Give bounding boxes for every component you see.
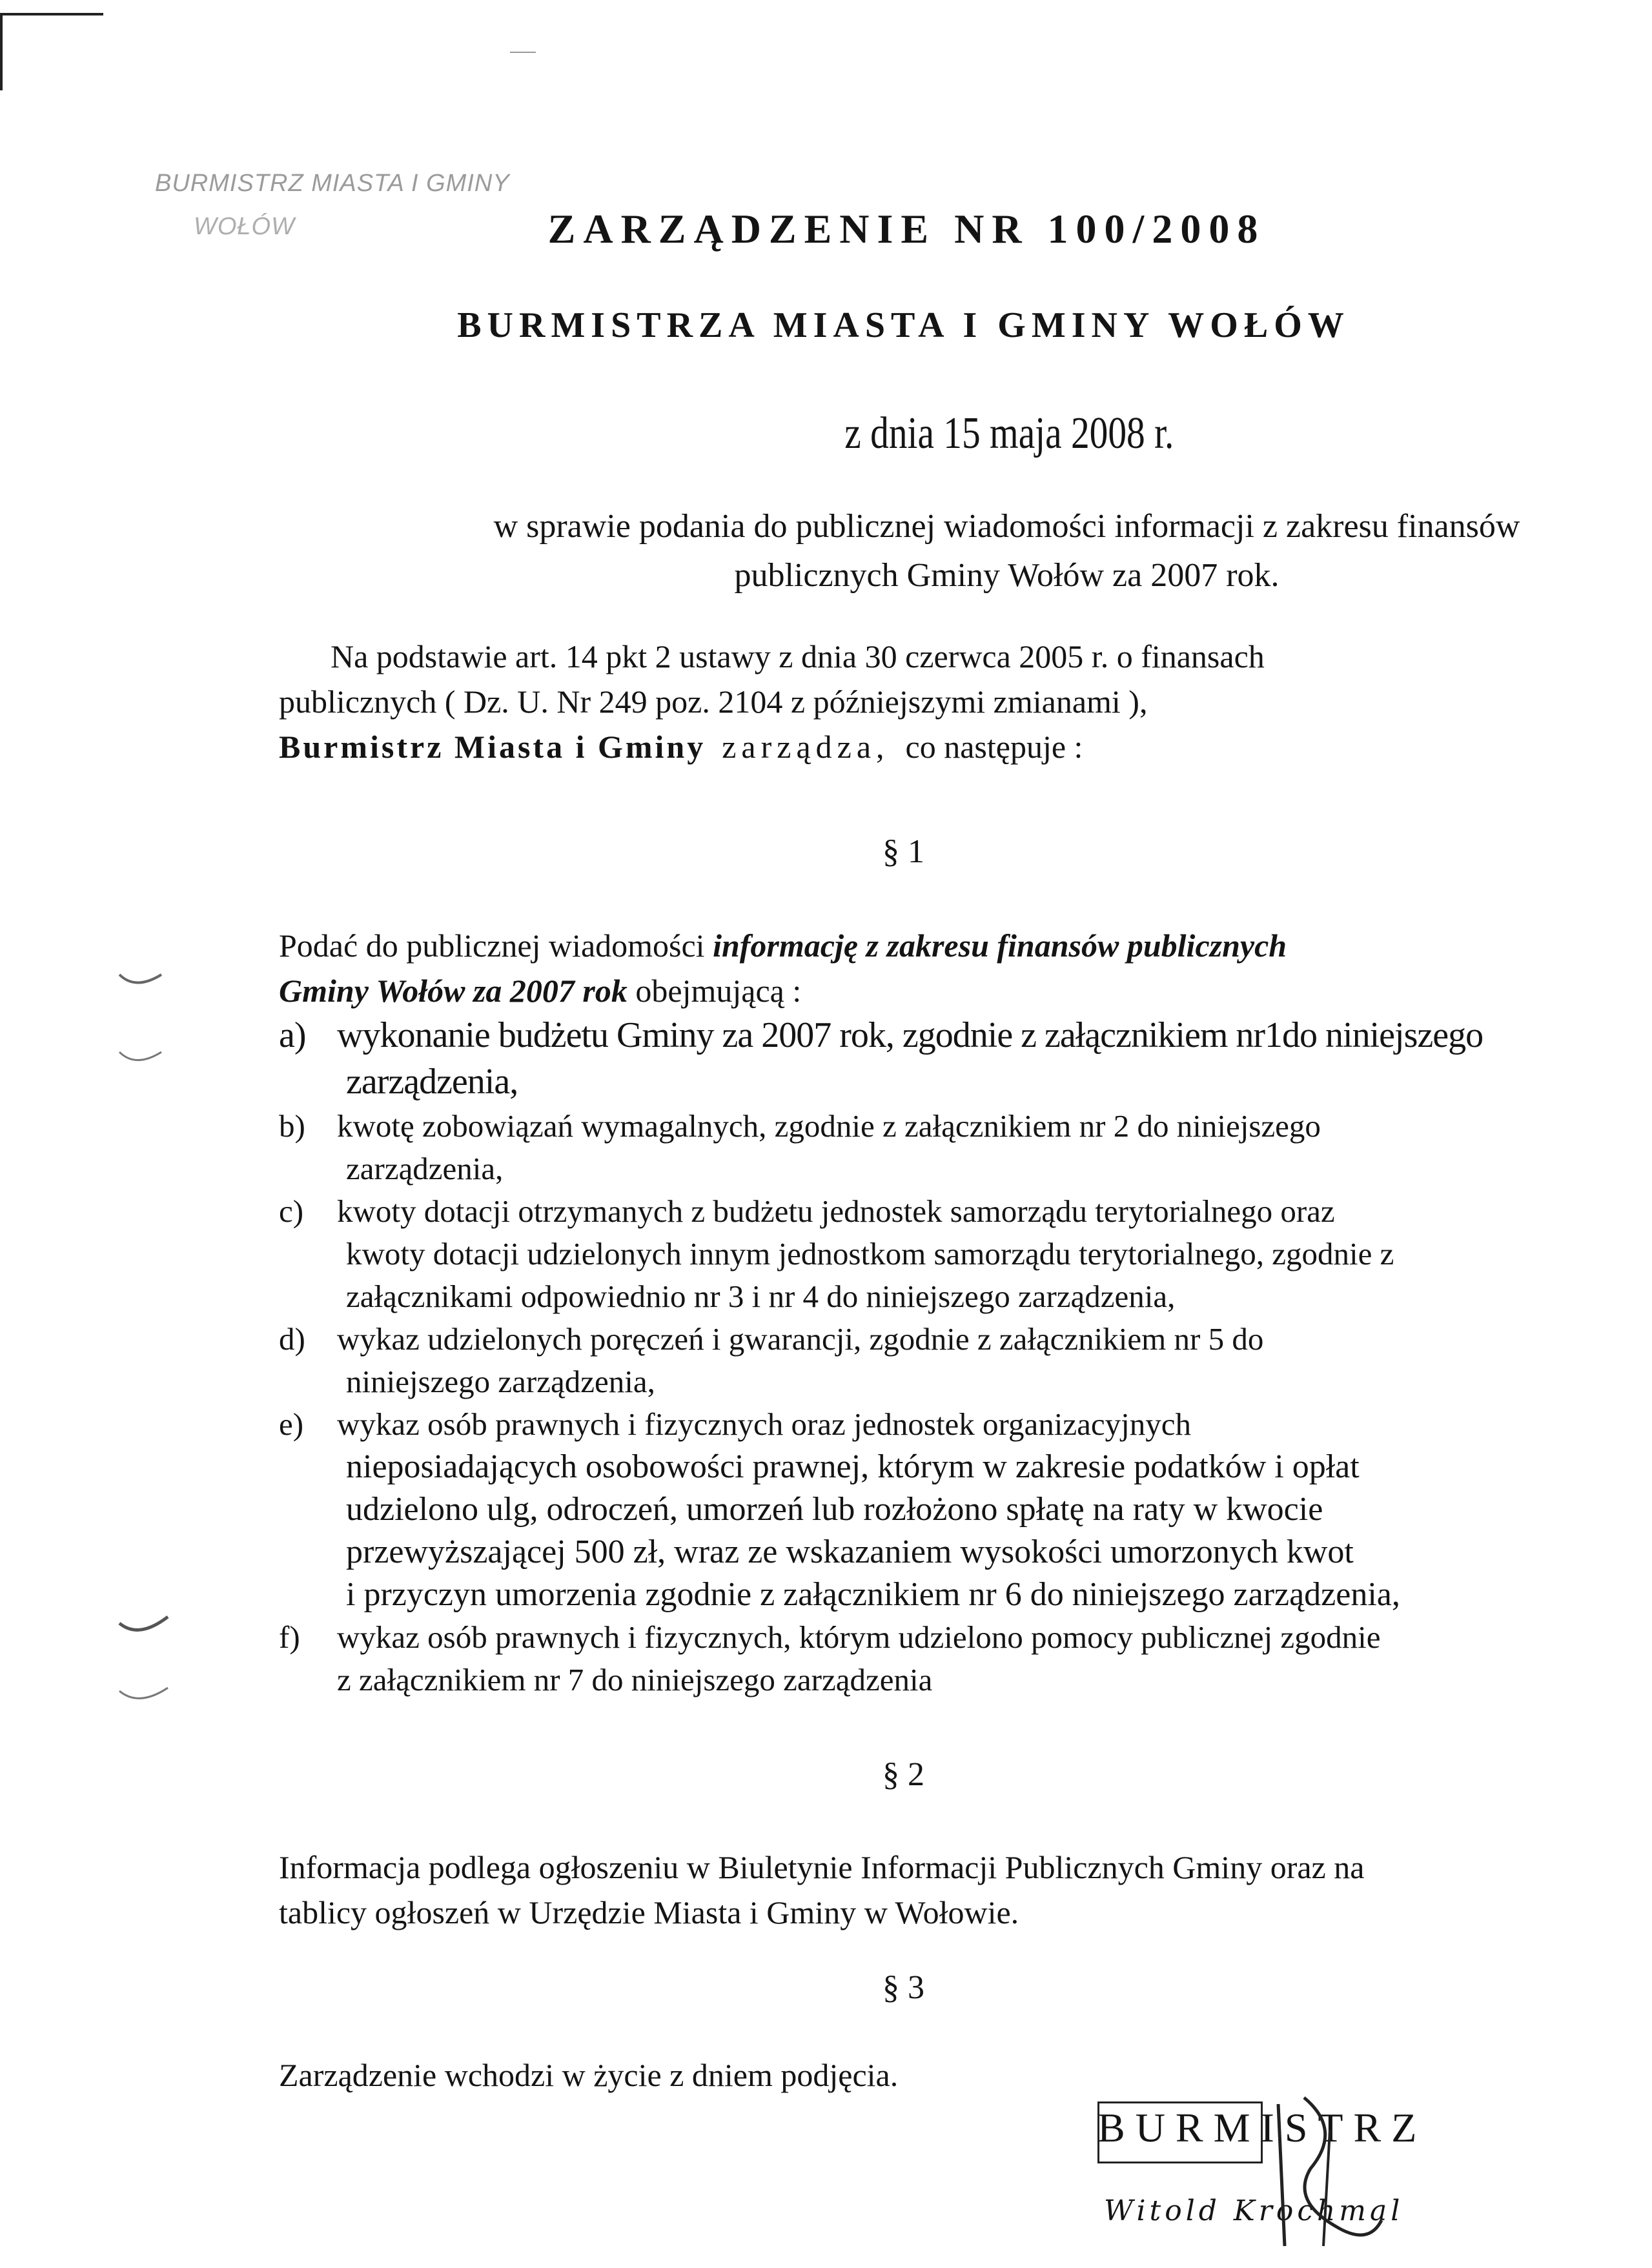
- margin-tick-mark: [116, 962, 168, 1013]
- document-subtitle: BURMISTRZA MIASTA I GMINY WOŁÓW: [457, 305, 1350, 345]
- section-1-list: [279, 1012, 1538, 1701]
- info-line-1: Informacja podlega ogłoszeniu w Biuletynie Informacji Publicznych Gminy oraz na: [279, 1849, 1365, 1885]
- list-item-line: wykaz udzielonych poręczeń i gwarancji, zgodnie z załącznikiem nr 5 do: [337, 1321, 1264, 1357]
- list-item: [279, 1403, 1538, 1616]
- list-item-letter: f): [279, 1619, 300, 1655]
- signature-name: Witold Krochmal: [1104, 2194, 1404, 2227]
- section-3-heading: § 3: [882, 1969, 924, 2006]
- list-item-line: kwoty dotacji otrzymanych z budżetu jednostek samorządu terytorialnego oraz: [337, 1193, 1335, 1229]
- intro-tail: obejmującą :: [635, 973, 802, 1009]
- basis-line-2: publicznych ( Dz. U. Nr 249 poz. 2104 z późniejszymi zmianami ),: [279, 683, 1148, 720]
- basis-line-1: Na podstawie art. 14 pkt 2 ustawy z dnia 30 czerwca 2005 r. o finansach: [331, 638, 1265, 674]
- list-item-letter: b): [279, 1108, 305, 1144]
- subject-line-1: w sprawie podania do publicznej wiadomości informacji z zakresu finansów: [493, 508, 1520, 545]
- intro-line-2: [279, 968, 1518, 1013]
- list-item: [279, 1105, 1538, 1190]
- decree-verb: zarządza,: [722, 729, 890, 765]
- issuer-name: Burmistrz Miasta i Gminy: [279, 729, 706, 765]
- stamp-line-2: WOŁÓW: [194, 213, 295, 241]
- list-item-line: i przyczyn umorzenia zgodnie z załącznikiem nr 6 do niniejszego zarządzenia,: [346, 1576, 1400, 1613]
- list-item: [279, 1190, 1538, 1318]
- list-item-letter: e): [279, 1406, 304, 1442]
- margin-tick-mark: [116, 1678, 174, 1730]
- list-item: [279, 1318, 1538, 1403]
- intro-lead: Podać do publicznej wiadomości: [279, 927, 705, 964]
- section-2-heading: § 2: [882, 1756, 924, 1793]
- basis-tail: co następuje :: [905, 729, 1083, 765]
- list-item-line: niniejszego zarządzenia,: [346, 1364, 655, 1399]
- margin-tick-mark: [116, 1039, 168, 1091]
- legal-basis: [279, 634, 1518, 769]
- list-item-line: zarządzenia,: [346, 1062, 518, 1102]
- intro-line-1: [279, 923, 1518, 968]
- list-item: [279, 1616, 1538, 1701]
- scan-artifact: [510, 52, 536, 53]
- signature-title: BURMISTRZ: [1097, 2105, 1427, 2151]
- signature-block: [1097, 2078, 1459, 2259]
- list-item-line: z załącznikiem nr 7 do niniejszego zarządzenia: [337, 1662, 933, 1697]
- list-item-line: kwotę zobowiązań wymagalnych, zgodnie z załącznikiem nr 2 do niniejszego: [337, 1108, 1321, 1144]
- scan-corner-mark-vertical: [0, 13, 3, 90]
- intro-emphasis-1: informację z zakresu finansów publicznych: [713, 927, 1287, 964]
- list-item-line: nieposiadających osobowości prawnej, którym w zakresie podatków i opłat: [346, 1448, 1360, 1485]
- info-line-2: tablicy ogłoszeń w Urzędzie Miasta i Gminy w Wołowie.: [279, 1894, 1019, 1930]
- document-subject: [0, 502, 1652, 600]
- section-1-intro: [279, 923, 1518, 1013]
- stamp-line-1: BURMISTRZ MIASTA I GMINY: [155, 170, 510, 197]
- margin-tick-mark: [116, 1607, 174, 1665]
- section-1-heading: § 1: [882, 833, 924, 870]
- list-item-line: wykaz osób prawnych i fizycznych, którym udzielono pomocy publicznej zgodnie: [337, 1619, 1381, 1655]
- handwritten-signature: [1265, 2091, 1394, 2253]
- intro-emphasis-2: Gminy Wołów za 2007 rok: [279, 973, 627, 1009]
- scan-corner-mark: [0, 13, 103, 15]
- list-item-line: wykaz osób prawnych i fizycznych oraz jednostek organizacyjnych: [337, 1406, 1191, 1442]
- list-item-letter: a): [279, 1015, 306, 1055]
- document-date: z dnia 15 maja 2008 r.: [844, 409, 1174, 458]
- list-item-line: załącznikami odpowiednio nr 3 i nr 4 do niniejszego zarządzenia,: [346, 1279, 1176, 1314]
- list-item: [279, 1012, 1538, 1105]
- list-item-letter: c): [279, 1193, 304, 1229]
- subject-line-2: publicznych Gminy Wołów za 2007 rok.: [734, 557, 1280, 594]
- list-item-line: udzielono ulg, odroczeń, umorzeń lub rozłożono spłatę na raty w kwocie: [346, 1491, 1323, 1528]
- list-item-line: kwoty dotacji udzielonych innym jednostkom samorządu terytorialnego, zgodnie z: [346, 1236, 1394, 1271]
- basis-line-3: [279, 724, 1518, 769]
- list-item-line: wykonanie budżetu Gminy za 2007 rok, zgodnie z załącznikiem nr1do niniejszego: [337, 1015, 1484, 1055]
- list-item-letter: d): [279, 1321, 305, 1357]
- document-title: ZARZĄDZENIE NR 100/2008: [547, 206, 1266, 252]
- list-item-line: zarządzenia,: [346, 1151, 504, 1186]
- section-2-text: [279, 1845, 1518, 1935]
- list-item-line: przewyższającej 500 zł, wraz ze wskazaniem wysokości umorzonych kwot: [346, 1534, 1354, 1570]
- section-3-text: Zarządzenie wchodzi w życie z dniem podjęcia.: [279, 2057, 899, 2093]
